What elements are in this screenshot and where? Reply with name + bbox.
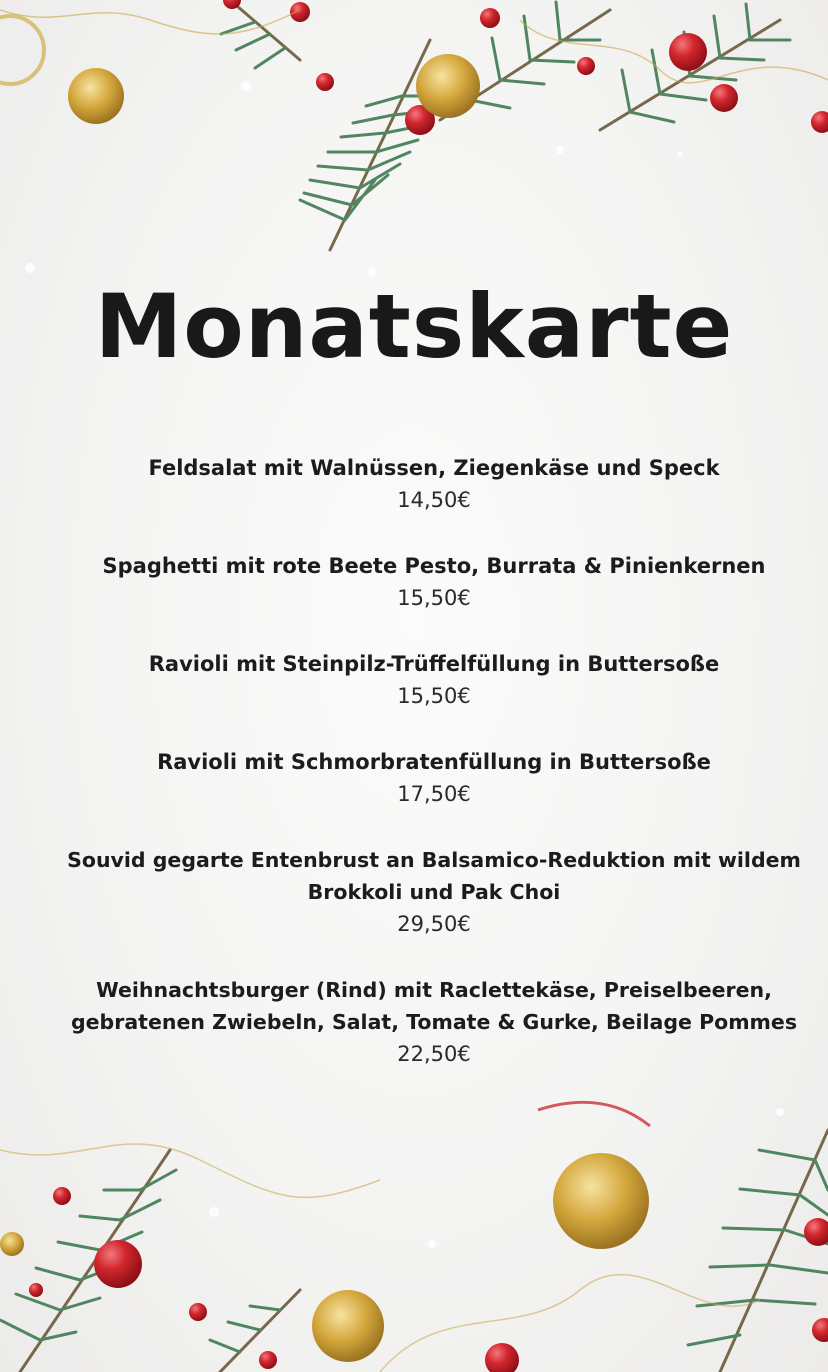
- list-item: [40, 648, 828, 712]
- ribbon-stroke: [538, 1102, 650, 1126]
- red-berry-icon: [29, 1187, 828, 1372]
- menu-item-name-line2: gebratenen Zwiebeln, Salat, Tomate & Gurke, Beilage Pommes: [70, 1010, 798, 1034]
- list-item: [40, 746, 828, 810]
- list-item: [40, 550, 828, 614]
- menu-item-price: 29,50€: [397, 912, 471, 936]
- menu-item-name-line2: Brokkoli und Pak Choi: [307, 880, 561, 904]
- menu-item-name: Spaghetti mit rote Beete Pesto, Burrata & Pinienkernen: [102, 554, 766, 578]
- menu-item-price: 14,50€: [397, 488, 471, 512]
- list-item: [40, 844, 828, 940]
- page-title: Monatskarte: [94, 275, 734, 378]
- menu-item-name-line1: Souvid gegarte Entenbrust an Balsamico-Reduktion mit wildem: [67, 848, 801, 872]
- menu-item-name: Feldsalat mit Walnüssen, Ziegenkäse und Speck: [148, 456, 720, 480]
- pine-branch-icon: [221, 0, 790, 250]
- menu-item-name-line1: Weihnachtsburger (Rind) mit Raclettekäse, Preiselbeeren,: [96, 978, 772, 1002]
- list-item: [40, 452, 828, 516]
- menu-item-price: 15,50€: [397, 586, 471, 610]
- list-item: [40, 974, 828, 1070]
- menu-list: [40, 452, 828, 1104]
- menu-item-price: 22,50€: [397, 1042, 471, 1066]
- menu-item-price: 17,50€: [397, 782, 471, 806]
- menu-item-name: Ravioli mit Steinpilz-Trüffelfüllung in Buttersoße: [148, 652, 720, 676]
- menu-item-name: Ravioli mit Schmorbratenfüllung in Buttersoße: [157, 750, 711, 774]
- menu-item-price: 15,50€: [397, 684, 471, 708]
